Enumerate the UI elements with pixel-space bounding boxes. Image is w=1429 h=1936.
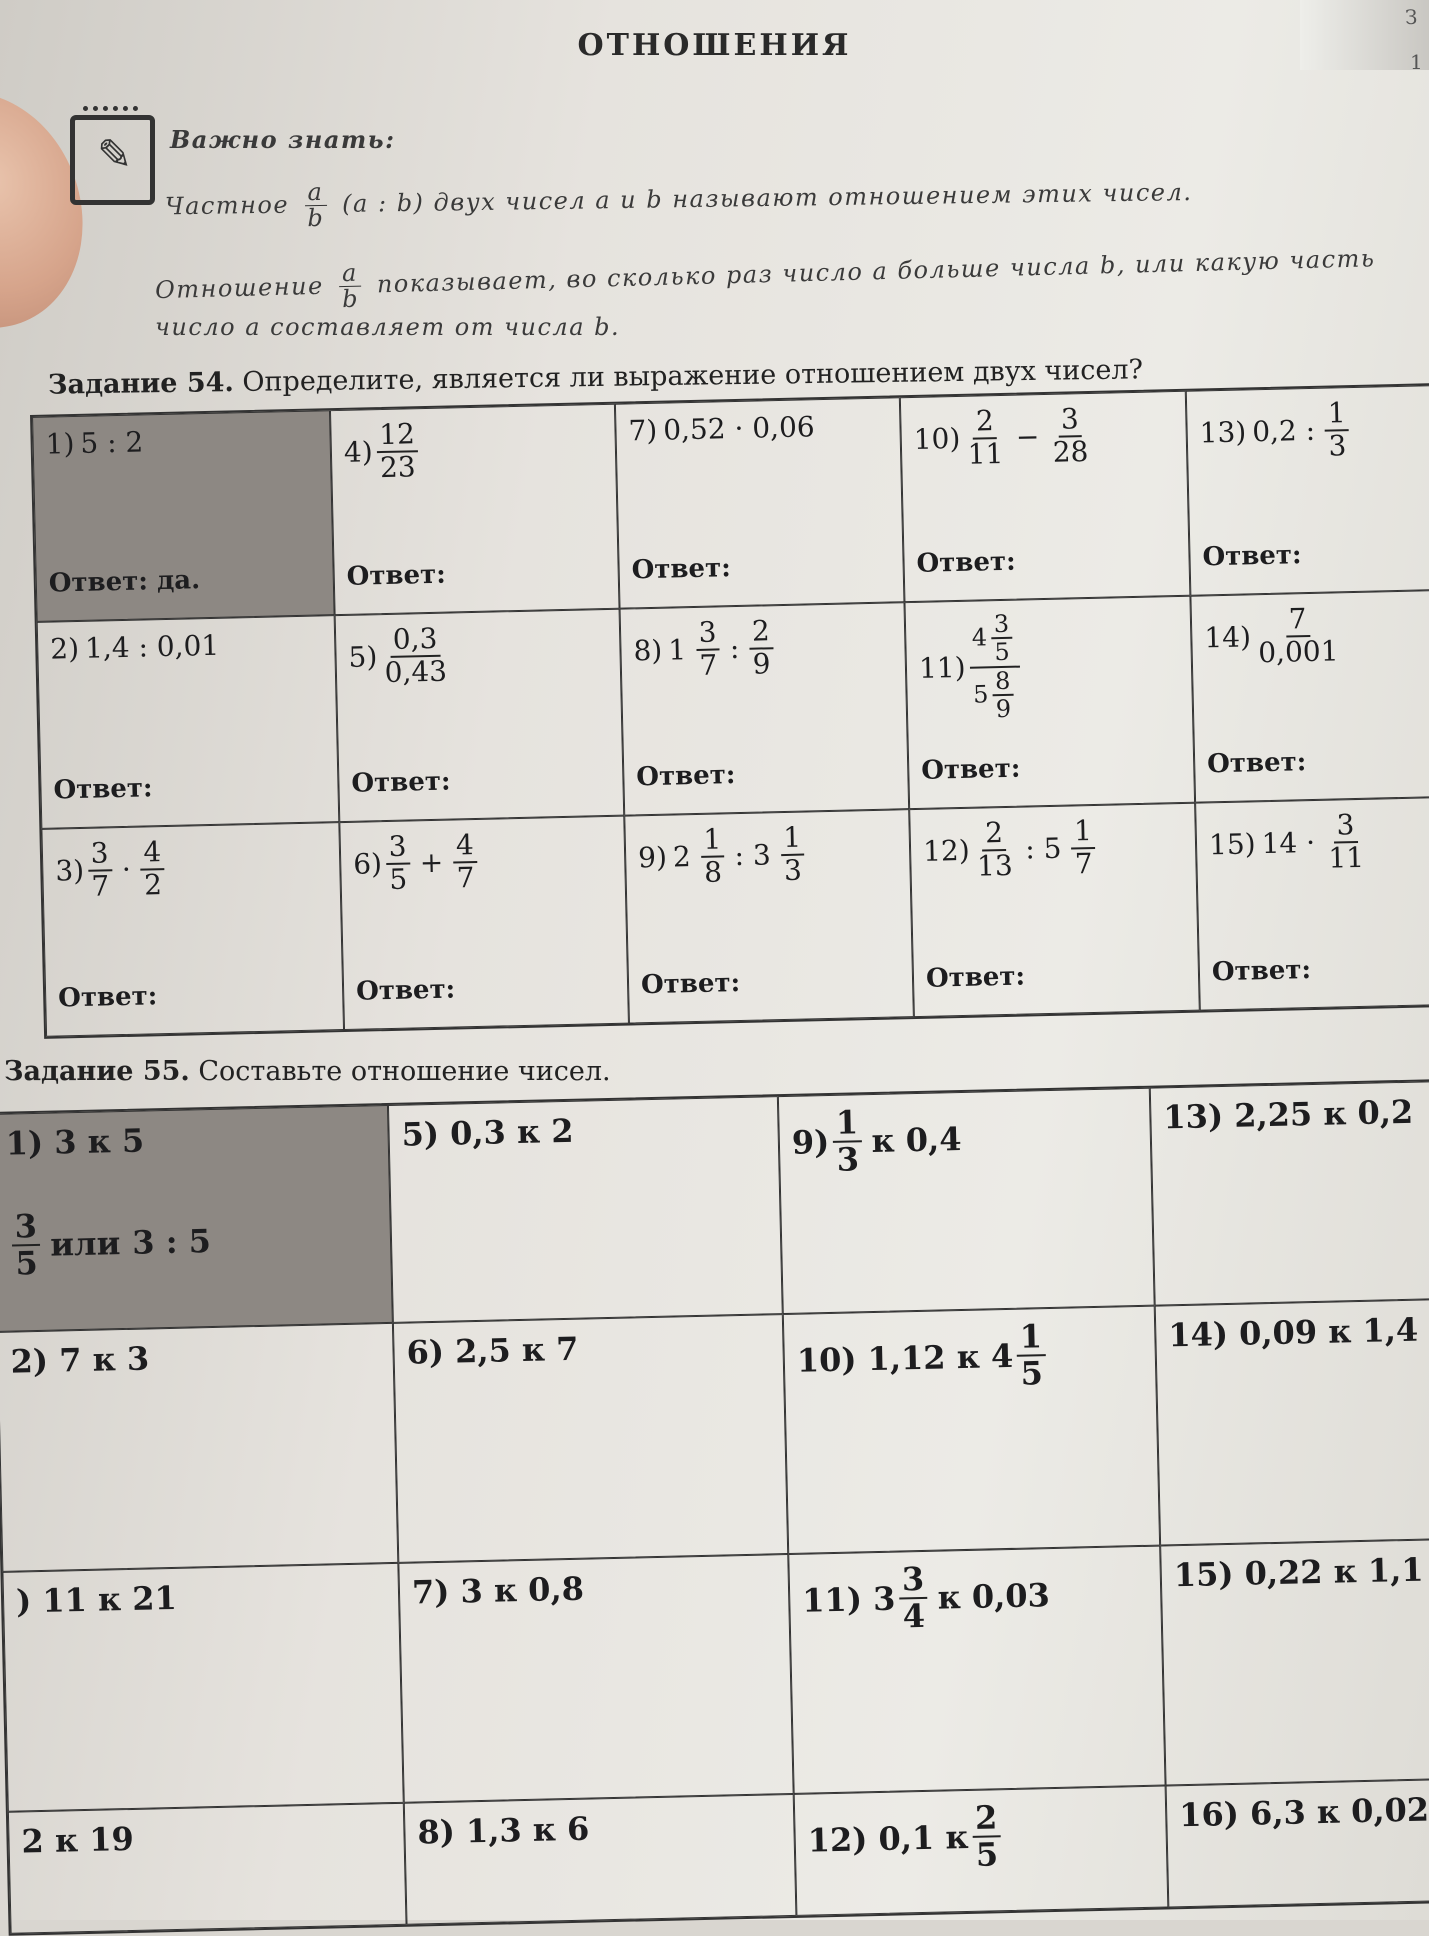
expression: [913, 404, 1096, 472]
expression: [21, 1820, 134, 1861]
important-note-title: Важно знать:: [170, 125, 396, 154]
task-54-cell: [1190, 590, 1429, 803]
whole-part: 5: [972, 680, 989, 709]
item-label: 8) 1,3 к 6: [417, 1809, 590, 1852]
page-corner-mark-2: 1: [1410, 50, 1423, 74]
fraction: [899, 1559, 929, 1636]
notebook-pencil-icon: [70, 115, 155, 205]
note-quotient-word: Частное: [164, 190, 290, 221]
fraction: [87, 838, 112, 902]
expression-text: 5 : 2: [80, 425, 144, 460]
task-54-number: Задание 54.: [47, 367, 235, 401]
item-number: 10): [913, 422, 961, 457]
note-line-2: [155, 234, 1377, 317]
fraction-numerator: 12: [376, 419, 418, 453]
fraction-numerator: 3: [899, 1562, 928, 1600]
fraction-denominator: 0,43: [384, 654, 448, 689]
fraction: [1254, 603, 1342, 669]
expression: [45, 425, 149, 460]
note-line-3: число a составляет от числа b.: [155, 313, 621, 341]
fraction: [381, 621, 451, 689]
fraction: [140, 837, 165, 901]
task-54-cell: [335, 609, 625, 822]
fraction-denominator: 5: [994, 638, 1011, 667]
task-55-cell: [398, 1554, 793, 1803]
expression-text: 0,2 :: [1251, 414, 1316, 449]
expression-text: к 0,03: [937, 1576, 1051, 1617]
expression: [55, 837, 170, 903]
fraction-numerator: 4: [140, 837, 165, 870]
item-number: 9): [637, 840, 668, 875]
fraction-denominator: 11: [967, 436, 1004, 471]
fraction: [376, 419, 419, 484]
fraction-numerator: a: [339, 261, 361, 288]
expression-text: 14 ·: [1261, 826, 1316, 861]
expression: [1163, 1093, 1414, 1137]
answer-label: Ответ:: [57, 981, 158, 1014]
item-number: 12): [922, 834, 971, 869]
fraction-denominator: 7: [456, 860, 475, 895]
fraction: [1049, 404, 1092, 469]
fraction-denominator: 4: [902, 1597, 926, 1636]
task-54-table: [30, 383, 1429, 1039]
answer-label: Ответ:: [631, 553, 732, 586]
task-55-instruction: Составьте отношение чисел.: [189, 1056, 611, 1087]
answer-label: Ответ:: [925, 961, 1026, 994]
fraction-numerator: 1: [780, 823, 805, 856]
expression: [343, 419, 423, 484]
expression: [1204, 603, 1346, 670]
item-label: 11) 3: [801, 1579, 896, 1620]
task-55-cell: [393, 1314, 788, 1563]
expression-text: 1: [667, 633, 687, 667]
fraction: [780, 820, 805, 887]
fraction: [749, 616, 774, 680]
fraction: [453, 830, 478, 894]
fraction-denominator: 28: [1052, 434, 1089, 469]
task-54-cell: [37, 615, 340, 829]
fraction-numerator: 3: [1058, 404, 1083, 437]
expression-text: 1,4 : 0,01: [84, 628, 220, 665]
fraction-numerator: 3: [87, 838, 112, 871]
task-54-cell: [1195, 797, 1429, 1011]
page-corner-mark: З: [1405, 5, 1418, 29]
task-55-cell: [404, 1794, 797, 1925]
task-54-cell: [900, 391, 1191, 602]
example-answer: [7, 1205, 218, 1282]
item-number: 15): [1208, 827, 1256, 862]
note-fraction: [304, 177, 328, 233]
task-54-cell: [32, 410, 335, 622]
item-number: 11): [918, 651, 966, 686]
expression: [633, 616, 778, 683]
operator: ·: [121, 853, 132, 887]
fraction-numerator: a: [304, 180, 326, 206]
item-number: 7): [628, 413, 658, 448]
task-55-number: Задание 55.: [4, 1056, 190, 1087]
answer-label: Ответ:: [1206, 747, 1307, 780]
task-55-cell: [794, 1786, 1169, 1916]
operator: : 3: [734, 838, 772, 873]
task-55-cell: [0, 1105, 393, 1332]
item-number: 5): [348, 640, 378, 675]
task-55-cell: [1160, 1539, 1429, 1786]
item-number: 1): [45, 427, 75, 461]
fraction: [1324, 810, 1367, 875]
fraction-numerator: 3: [11, 1209, 40, 1247]
fraction-denominator: 8: [703, 855, 723, 889]
item-number: 3): [54, 854, 85, 888]
fraction-denominator: [970, 667, 1022, 723]
expression: [412, 1570, 585, 1612]
expression-text: 0,52 · 0,06: [662, 410, 815, 447]
expression: [1168, 1311, 1419, 1355]
fraction-numerator: 1: [1016, 1319, 1045, 1357]
complex-fraction: [968, 611, 1021, 724]
fraction-denominator: 7: [91, 869, 110, 903]
task-55-cell: [778, 1088, 1155, 1314]
page-header: ОТНОШЕНИЯ: [577, 28, 852, 63]
fraction-denominator: 23: [379, 450, 417, 484]
item-label: 10) 1,12 к 4: [796, 1337, 1014, 1380]
item-label: 13) 2,25 к 0,2: [1162, 1092, 1414, 1137]
fraction: [695, 617, 720, 681]
fraction-numerator: 0,3: [390, 624, 441, 658]
task-55-cell: [1166, 1779, 1429, 1908]
answer-label: Ответ:: [351, 766, 451, 799]
answer-label: Ответ:: [346, 559, 447, 592]
task-54-cell: [1186, 385, 1429, 596]
fraction: [11, 1206, 41, 1283]
fraction-numerator: 4: [453, 830, 478, 863]
answer-label: Ответ: да.: [48, 565, 201, 599]
fraction-denominator: 7: [699, 648, 718, 682]
expression: [406, 1330, 579, 1372]
expression: [922, 816, 1100, 884]
fraction-denominator: 13: [976, 848, 1014, 883]
task-54-cell: [904, 596, 1195, 809]
fraction-denominator: 3: [783, 853, 803, 887]
fraction-denominator: 3: [836, 1140, 860, 1179]
item-label: 2) 7 к 3: [10, 1339, 150, 1381]
expression: [801, 1559, 1056, 1637]
fraction-denominator: 9: [752, 647, 771, 681]
fraction: [1324, 398, 1349, 462]
item-number: 14): [1203, 620, 1252, 655]
fraction-numerator: 3: [385, 832, 410, 865]
answer-label: Ответ:: [53, 773, 153, 806]
fraction-numerator: 2: [973, 406, 998, 439]
expression: [353, 830, 482, 896]
note-line-1: [165, 168, 1193, 234]
answer-label: Ответ:: [636, 760, 736, 793]
task-54-cell: [330, 404, 620, 615]
item-label: 14) 0,09 к 1,4: [1167, 1310, 1419, 1355]
item-label: ) 11 к 21: [15, 1578, 178, 1621]
expression: [918, 611, 1026, 725]
expression: [791, 1103, 968, 1179]
fraction-numerator: 7: [1285, 604, 1310, 637]
task-54-question: Определите, является ли выражение отношением двух чисел?: [233, 354, 1144, 399]
task-55-cell: [1150, 1081, 1429, 1306]
ratio-text: 3 : 5: [131, 1222, 212, 1262]
answer-label: Ответ:: [1211, 955, 1312, 988]
expression: [807, 1800, 1006, 1877]
fraction: [972, 1800, 1002, 1873]
fraction-numerator: 1: [1071, 816, 1096, 849]
expression: [50, 629, 226, 666]
task-55-cell: [2, 1563, 403, 1812]
fraction-numerator: [968, 611, 1020, 669]
fraction-denominator: 5: [1020, 1354, 1044, 1393]
fraction-denominator: b: [341, 284, 360, 314]
task-55-cell: [783, 1306, 1160, 1554]
fraction: [385, 829, 410, 896]
fraction-numerator: 1: [832, 1105, 861, 1143]
expression: [10, 1339, 149, 1380]
or-word: или: [49, 1224, 121, 1264]
expression: [348, 623, 455, 689]
note-line-2-text: показывает, во сколько раз число a больше числа b, или какую часть: [376, 244, 1376, 299]
note-ratio-word: Отношение: [154, 271, 325, 305]
fraction: [973, 818, 1016, 883]
fraction-numerator: 8: [992, 668, 1014, 697]
fraction-denominator: 9: [995, 694, 1012, 724]
expression: [5, 1122, 144, 1163]
answer-label: Ответ:: [355, 974, 456, 1007]
expression: [1208, 810, 1371, 877]
fraction-denominator: 5: [15, 1244, 39, 1283]
item-number: 4): [343, 435, 374, 470]
operator: : 5: [1024, 832, 1062, 866]
expression: [637, 822, 809, 889]
fraction-denominator: 5: [975, 1835, 999, 1875]
fraction-numerator: 3: [695, 617, 720, 650]
expression: [1173, 1551, 1424, 1595]
task-55-cell: [8, 1803, 407, 1934]
answer-label: Ответ:: [1202, 540, 1302, 573]
item-label: 1) 3 к 5: [5, 1121, 145, 1163]
expression: [1199, 398, 1354, 465]
operator: +: [419, 846, 444, 880]
note-fraction-2: [338, 258, 362, 314]
item-label: 6) 2,5 к 7: [406, 1329, 579, 1372]
fraction-numerator: 2: [972, 1800, 1001, 1838]
expression-text: к 0,4: [871, 1120, 962, 1161]
item-label: 12) 0,1 к: [807, 1818, 969, 1860]
fraction-denominator: 0,001: [1257, 634, 1339, 669]
item-label: 9): [791, 1123, 830, 1162]
fraction: [1071, 816, 1096, 880]
item-number: 2): [49, 631, 80, 666]
item-label: 15) 0,22 к 1,1: [1173, 1550, 1424, 1595]
fraction-denominator: 5: [389, 862, 408, 896]
fraction-denominator: b: [307, 204, 325, 233]
whole-part: 4: [971, 623, 988, 652]
task-54-cell: [624, 809, 914, 1023]
fraction-denominator: 2: [143, 867, 163, 902]
fraction-denominator: 7: [1074, 846, 1094, 881]
fraction: [991, 611, 1014, 666]
task-55-title: [4, 1056, 611, 1087]
task-54-cell: [339, 816, 629, 1030]
task-55-cell: [788, 1546, 1165, 1794]
answer-label: Ответ:: [916, 546, 1016, 579]
task-55-cell: [388, 1096, 783, 1323]
expression: [1179, 1791, 1429, 1835]
fraction: [832, 1105, 862, 1178]
fraction-numerator: 3: [991, 611, 1013, 640]
fraction-denominator: 3: [1328, 428, 1347, 463]
item-label: 7) 3 к 0,8: [411, 1569, 585, 1612]
fraction-denominator: 11: [1328, 840, 1365, 875]
item-number: 8): [633, 634, 663, 668]
fraction-numerator: 2: [749, 616, 774, 649]
fraction: [700, 824, 725, 888]
item-label: 2 к 19: [21, 1819, 135, 1861]
item-number: 13): [1199, 415, 1247, 450]
task-55-cell: [0, 1323, 398, 1572]
fraction-numerator: 1: [700, 824, 725, 857]
operator: :: [729, 632, 740, 666]
answer-label: Ответ:: [640, 968, 741, 1001]
fraction: [1016, 1319, 1046, 1392]
task-54-cell: [615, 397, 905, 608]
expression: [16, 1579, 178, 1621]
task-54-cell: [909, 803, 1200, 1017]
item-label: 16) 6,3 к 0,02: [1178, 1790, 1429, 1835]
expression: [401, 1112, 574, 1154]
task-55-table: [0, 1079, 1429, 1936]
task-54-cell: [41, 822, 344, 1037]
task-55-cell: [1155, 1299, 1429, 1546]
operator: −: [1015, 420, 1040, 454]
item-label: 5) 0,3 к 2: [401, 1111, 574, 1154]
fraction-numerator: 3: [1333, 810, 1358, 843]
expression: [417, 1810, 590, 1852]
expression: [796, 1319, 1050, 1397]
task-54-cell: [620, 602, 910, 815]
fraction: [964, 406, 1007, 471]
expression-text: 2: [672, 840, 692, 874]
fraction-numerator: 2: [982, 818, 1007, 851]
answer-label: Ответ:: [920, 753, 1021, 786]
note-line-1-text: (a : b) двух чисел a и b называют отношением этих чисел.: [342, 178, 1193, 218]
fraction: [992, 668, 1015, 723]
item-number: 6): [352, 847, 383, 882]
expression: [628, 410, 821, 447]
fraction-numerator: 1: [1324, 398, 1349, 431]
